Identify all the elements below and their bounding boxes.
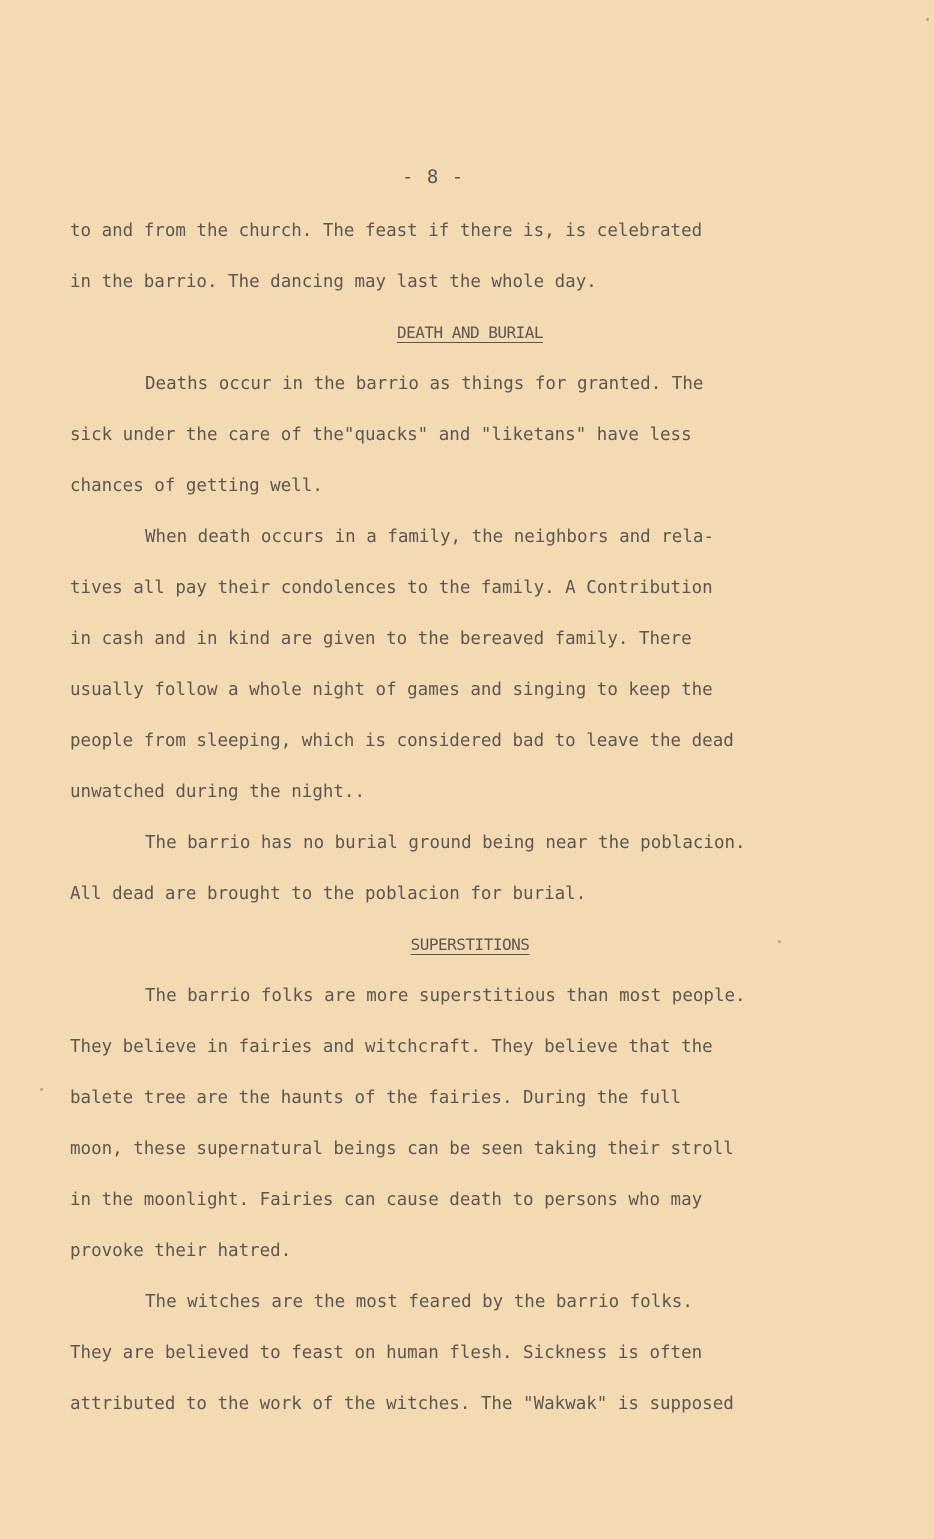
paper-speck [40, 1088, 43, 1091]
text-line: attributed to the work of the witches. The "Wakwak" is supposed [70, 1394, 734, 1414]
paragraph-first-line: The witches are the most feared by the barrio folks. [145, 1292, 693, 1312]
paragraph-first-line: The barrio folks are more superstitious than most people. [145, 986, 746, 1006]
text-line: All dead are brought to the poblacion for burial. [70, 884, 587, 904]
text-line: in cash and in kind are given to the bereaved family. There [70, 629, 692, 649]
text-line: people from sleeping, which is considered bad to leave the dead [70, 731, 734, 751]
text-line: in the barrio. The dancing may last the whole day. [70, 272, 597, 292]
section-heading [70, 926, 870, 977]
page-number: - 8 - [402, 166, 465, 188]
paragraph-first-line: Deaths occur in the barrio as things for granted. The [145, 374, 704, 394]
text-line: balete tree are the haunts of the fairies. During the full [70, 1088, 682, 1108]
text-line: chances of getting well. [70, 476, 323, 496]
text-line: sick under the care of the"quacks" and "liketans" have less [70, 425, 692, 445]
paper-speck [778, 940, 781, 943]
text-line: They believe in fairies and witchcraft. They believe that the [70, 1037, 713, 1057]
text-line: provoke their hatred. [70, 1241, 292, 1261]
paragraph-first-line: When death occurs in a family, the neighbors and rela- [145, 527, 714, 547]
text-line: They are believed to feast on human flesh. Sickness is often [70, 1343, 703, 1363]
section-heading-text: SUPERSTITIONS [410, 935, 530, 954]
text-line: to and from the church. The feast if there is, is celebrated [70, 221, 703, 241]
text-line: in the moonlight. Fairies can cause death to persons who may [70, 1190, 703, 1210]
text-line: usually follow a whole night of games and singing to keep the [70, 680, 713, 700]
text-line: moon, these supernatural beings can be seen taking their stroll [70, 1139, 734, 1159]
text-line: tives all pay their condolences to the family. A Contribution [70, 578, 713, 598]
text-line: unwatched during the night.. [70, 782, 366, 802]
section-heading-text: DEATH AND BURIAL [396, 323, 544, 342]
document-body [70, 212, 870, 1436]
paper-speck [926, 18, 929, 21]
section-heading [70, 314, 870, 365]
paragraph-first-line: The barrio has no burial ground being near the poblacion. [145, 833, 746, 853]
